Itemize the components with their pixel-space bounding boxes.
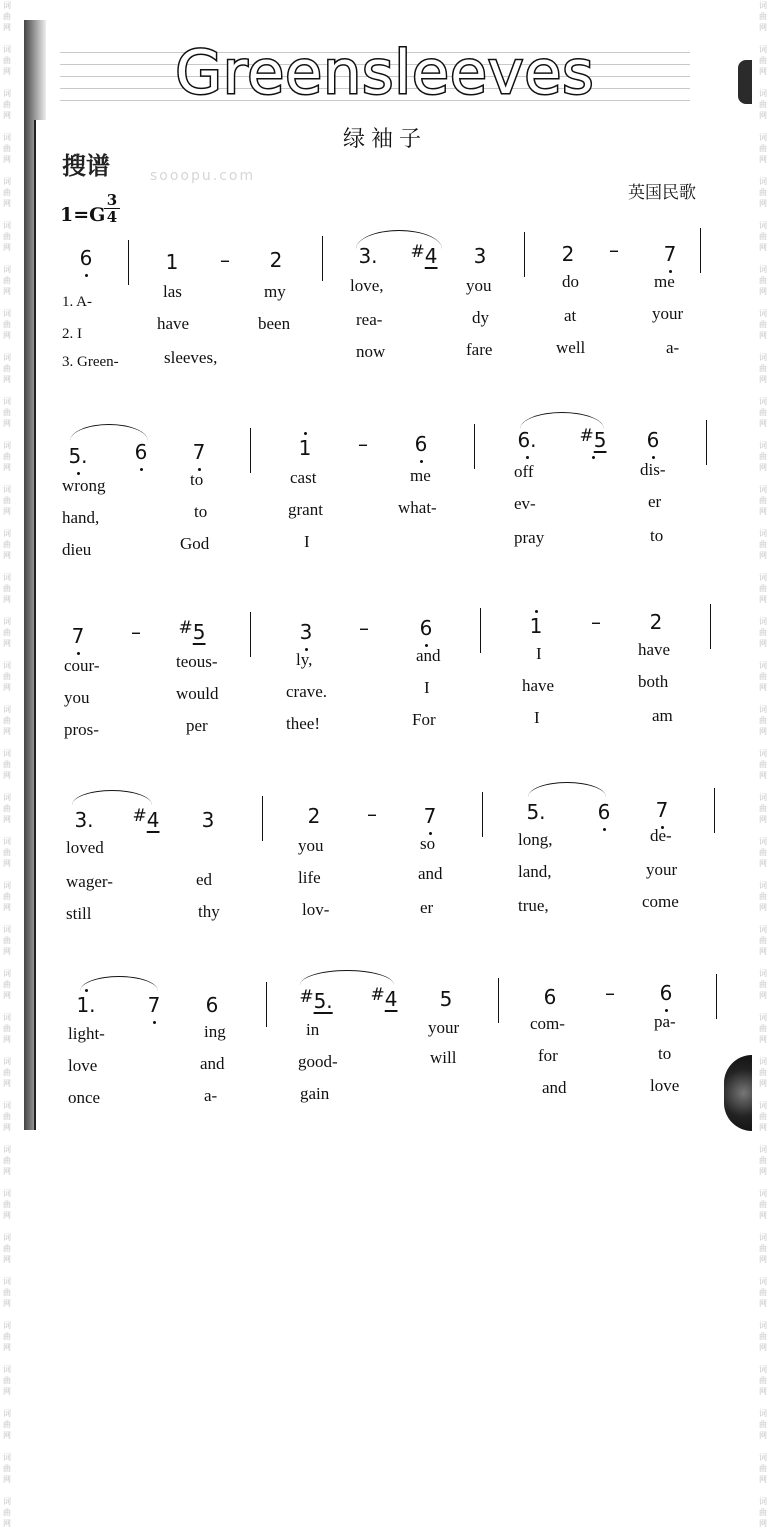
lower-octave-dot (420, 460, 423, 463)
note: 6 (597, 800, 611, 824)
bar-line (482, 792, 483, 837)
lyric-syllable: thee! (286, 714, 320, 733)
bar-line (524, 232, 525, 277)
note: 1 (298, 436, 312, 460)
lyric-syllable: rea- (356, 310, 383, 329)
slur (520, 412, 604, 429)
lyric-syllable: I (424, 678, 430, 697)
note: 5. (68, 444, 88, 468)
note: 7 (71, 624, 85, 648)
lyric-syllable: long, (518, 830, 553, 849)
note-digit: 5 (593, 428, 607, 452)
lyric-syllable: pros- (64, 720, 99, 739)
lyric-syllable: de- (650, 826, 672, 845)
lyric-syllable: have (522, 676, 555, 695)
lyric-syllable: I (304, 532, 310, 551)
lyric-syllable: hand, (62, 508, 100, 527)
note (364, 987, 404, 1011)
lyric-syllable: have (638, 640, 671, 659)
time-bottom: 4 (104, 208, 120, 225)
watermark-right: 词 曲 网 词 曲 网 词 曲 网 词 曲 网 词 曲 网 词 曲 网 词 曲 网 词 曲 网 词 曲 网 词 曲 网 词 曲 网 词 曲 网 词 曲 网 词 曲 网 词 曲 网 词 曲 网 词 曲 网 词 曲 网 词 曲 网 词 曲 网 词 曲 网 词 曲 网 词 曲 网 词 曲 网 词 曲 网 词 曲 网 词 曲 网 词 曲 网 词 曲 网 词 曲 网 词 曲 网 词 曲 网 词 曲 网 词 曲 网 词 曲 网 (759, 1, 767, 1528)
note: – (605, 981, 615, 1005)
lyric-syllable: pray (514, 528, 545, 547)
bar-line (266, 982, 267, 1027)
note: – (358, 432, 368, 456)
lyric-syllable: sleeves, (164, 348, 218, 367)
sharp-sign: # (370, 985, 385, 1005)
note: 6 (543, 985, 557, 1009)
bar-line (474, 424, 475, 469)
note (126, 808, 166, 832)
lyric-syllable: 2. I (62, 326, 82, 342)
note: 6 (414, 432, 428, 456)
lyric-syllable: grant (288, 500, 323, 519)
lyric-syllable: ing (204, 1022, 226, 1041)
note: 3. (358, 244, 378, 268)
lyric-syllable: my (264, 282, 286, 301)
lyric-syllable: love (650, 1076, 680, 1095)
lyric-syllable: still (66, 904, 92, 923)
note: 3 (473, 244, 487, 268)
lyric-syllable: lov- (302, 900, 330, 919)
bar-line (128, 240, 129, 285)
slur (300, 970, 394, 985)
note: 1 (165, 250, 179, 274)
lyric-syllable: your (652, 304, 684, 323)
sharp-sign: # (178, 618, 193, 638)
upper-octave-dot (304, 432, 307, 435)
lyric-syllable: and (418, 864, 443, 883)
page-corner-ornament (724, 1055, 752, 1131)
lyric-syllable: for (538, 1046, 558, 1065)
page-edge-line (34, 120, 36, 1130)
note: 5 (439, 987, 453, 1011)
lyric-syllable: dis- (640, 460, 666, 479)
bar-line (250, 612, 251, 657)
lyric-syllable: you (64, 688, 90, 707)
note: 6 (646, 428, 660, 452)
lyric-syllable: teous- (176, 652, 218, 671)
lyric-syllable: your (428, 1018, 460, 1037)
note: 3 (201, 808, 215, 832)
lyric-syllable: a- (666, 338, 680, 357)
lyric-syllable: now (356, 342, 386, 361)
lyric-syllable: and (416, 646, 441, 665)
note: 6. (517, 428, 537, 452)
slur (72, 790, 152, 805)
lower-octave-dot (77, 652, 80, 655)
sharp-sign: # (410, 242, 425, 262)
lyric-syllable: come (642, 892, 679, 911)
lyric-syllable: crave. (286, 682, 328, 701)
lyric-syllable: been (258, 314, 291, 333)
note: 2 (307, 804, 321, 828)
lyric-syllable: wager- (66, 872, 113, 891)
note: 3. (74, 808, 94, 832)
song-subtitle: 绿袖子 (342, 127, 427, 152)
lyric-syllable: er (420, 898, 434, 917)
note: – (367, 802, 377, 826)
note-digit: 5 (192, 620, 206, 644)
sharp-sign: # (579, 426, 594, 446)
note: 7 (663, 242, 677, 266)
lyric-syllable: life (298, 868, 321, 887)
watermark-left: 词 曲 网 词 曲 网 词 曲 网 词 曲 网 词 曲 网 词 曲 网 词 曲 网 词 曲 网 词 曲 网 词 曲 网 词 曲 网 词 曲 网 词 曲 网 词 曲 网 词 曲 网 词 曲 网 词 曲 网 词 曲 网 词 曲 网 词 曲 网 词 曲 网 词 曲 网 词 曲 网 词 曲 网 词 曲 网 词 曲 网 词 曲 网 词 曲 网 词 曲 网 词 曲 网 词 曲 网 词 曲 网 词 曲 网 词 曲 网 词 曲 网 (3, 1, 11, 1528)
slur (528, 782, 606, 797)
lyric-syllable: your (646, 860, 678, 879)
lyric-syllable: dieu (62, 540, 92, 559)
lyric-syllable: do (562, 272, 579, 291)
key-signature: 1=G (60, 204, 106, 226)
lyric-syllable: dy (472, 308, 489, 327)
bar-line (714, 788, 715, 833)
bar-line (250, 428, 251, 473)
bar-line (498, 978, 499, 1023)
bar-line (710, 604, 711, 649)
site-url: sooopu.com (150, 168, 256, 184)
lyric-syllable: love (68, 1056, 98, 1075)
bar-line (480, 608, 481, 653)
lyric-syllable: am (652, 706, 673, 725)
lyric-syllable: me (410, 466, 431, 485)
lyric-syllable: gain (300, 1084, 330, 1103)
lyric-syllable: and (200, 1054, 225, 1073)
lyric-syllable: a- (204, 1086, 218, 1105)
lyric-syllable: ev- (514, 494, 536, 513)
upper-octave-dot (535, 610, 538, 613)
lyric-syllable: once (68, 1088, 101, 1107)
lyric-syllable: well (556, 338, 586, 357)
note: 2 (269, 248, 283, 272)
lyric-syllable: would (176, 684, 219, 703)
note: 7 (147, 993, 161, 1017)
note: – (220, 248, 230, 272)
slur (356, 230, 442, 249)
lower-octave-dot (140, 468, 143, 471)
lyric-syllable: God (180, 534, 210, 553)
lyric-syllable: to (658, 1044, 672, 1063)
slur (80, 976, 158, 991)
bar-line (716, 974, 717, 1019)
lyric-syllable: to (190, 470, 204, 489)
lyric-syllable: las (163, 282, 182, 301)
lyric-syllable: light- (68, 1024, 105, 1043)
lyric-syllable: off (514, 462, 534, 481)
slur (70, 424, 148, 441)
lower-octave-dot (652, 456, 655, 459)
lyric-syllable: love, (350, 276, 384, 295)
note: 6 (134, 440, 148, 464)
note: 6 (419, 616, 433, 640)
lyric-syllable: I (534, 708, 540, 727)
sharp-sign: # (132, 806, 147, 826)
lyric-syllable: good- (298, 1052, 338, 1071)
lyric-syllable: For (412, 710, 436, 729)
lyric-syllable: both (638, 672, 669, 691)
lyric-syllable: ed (196, 870, 213, 889)
lyric-syllable: cast (290, 468, 317, 487)
note: 6 (205, 993, 219, 1017)
bar-line (322, 236, 323, 281)
lyric-syllable: me (654, 272, 675, 291)
lower-octave-dot (526, 456, 529, 459)
note: – (359, 616, 369, 640)
lyric-syllable: pa- (654, 1012, 676, 1031)
lyric-syllable: at (564, 306, 577, 325)
note (573, 428, 613, 452)
lyric-syllable: per (186, 716, 208, 735)
lyric-syllable: 1. A- (62, 294, 92, 310)
note: – (591, 610, 601, 634)
lower-octave-dot (77, 472, 80, 475)
lyric-syllable: what- (398, 498, 437, 517)
note: 1. (76, 993, 96, 1017)
lyric-syllable: er (648, 492, 662, 511)
site-logo: 搜谱 (62, 152, 110, 180)
note-digit: 5. (313, 989, 333, 1013)
bar-line (706, 420, 707, 465)
note: 3 (299, 620, 313, 644)
lyric-syllable: you (466, 276, 492, 295)
note: – (609, 238, 619, 262)
note: 5. (526, 800, 546, 824)
lyric-syllable: you (298, 836, 324, 855)
page-gutter (36, 120, 50, 1130)
song-title: Greensleeves (175, 38, 595, 108)
lower-octave-dot (603, 828, 606, 831)
note: – (131, 620, 141, 644)
lyric-syllable: cour- (64, 656, 100, 675)
note: 6 (79, 246, 93, 270)
note: 7 (655, 798, 669, 822)
lyric-syllable: thy (198, 902, 220, 921)
time-signature (104, 192, 120, 225)
time-top: 3 (106, 191, 118, 209)
lyric-syllable: land, (518, 862, 552, 881)
note: 6 (659, 981, 673, 1005)
note-digit: 4 (424, 244, 438, 268)
bar-line (700, 228, 701, 273)
note: 7 (423, 804, 437, 828)
lyric-syllable: com- (530, 1014, 565, 1033)
lyric-syllable: will (430, 1048, 457, 1067)
note: 1 (529, 614, 543, 638)
bar-line (262, 796, 263, 841)
note (172, 620, 212, 644)
note: 2 (649, 610, 663, 634)
lyric-syllable: to (650, 526, 664, 545)
sharp-sign: # (299, 987, 314, 1007)
lyric-syllable: to (194, 502, 208, 521)
lyric-syllable: loved (66, 838, 104, 857)
lyric-syllable: wrong (62, 476, 106, 495)
lyric-syllable: and (542, 1078, 567, 1097)
lyric-syllable: true, (518, 896, 549, 915)
note (296, 989, 336, 1013)
note: 7 (192, 440, 206, 464)
lyric-syllable: fare (466, 340, 493, 359)
lyric-syllable: ly, (296, 650, 313, 669)
lyric-syllable: in (306, 1020, 320, 1039)
note: 2 (561, 242, 575, 266)
lower-octave-dot (85, 274, 88, 277)
note-digit: 4 (384, 987, 398, 1011)
lyric-syllable: have (157, 314, 190, 333)
lower-octave-dot (153, 1021, 156, 1024)
song-origin: 英国民歌 (628, 183, 696, 203)
lower-octave-dot (592, 456, 595, 459)
note-digit: 4 (146, 808, 160, 832)
lyric-syllable: so (420, 834, 436, 853)
lyric-syllable: 3. Green- (62, 354, 119, 370)
lyric-syllable: I (536, 644, 542, 663)
